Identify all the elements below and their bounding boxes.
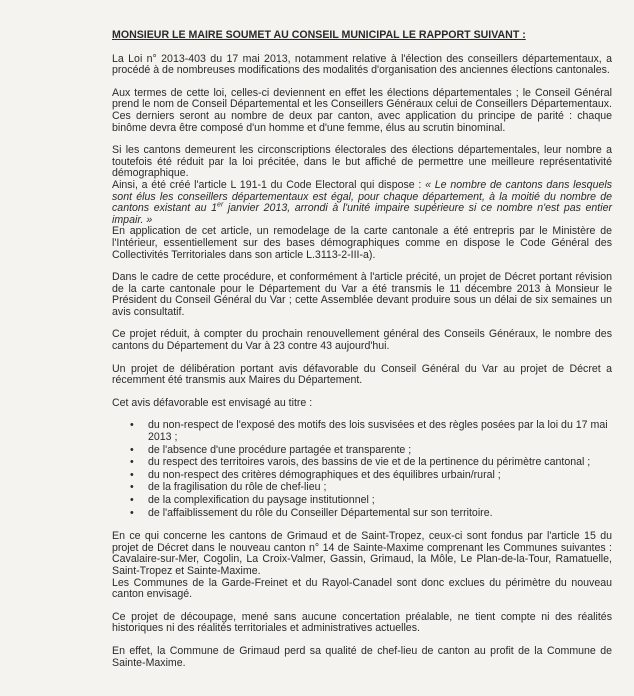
- paragraph-decoupage: Ce projet de découpage, mené sans aucune concertation préalable, ne tient compte ni des réalités historiques ni des réalités territoriales et administratives actuelles.: [112, 610, 612, 635]
- list-item: • de l'affaiblissement du rôle du Conseiller Départemental sur son territoire.: [130, 508, 612, 520]
- list-item: • de la fragilisation du rôle de chef-lieu ;: [130, 482, 612, 494]
- paragraph-grimaud: En ce qui concerne les cantons de Grimaud et de Saint-Tropez, ceux-ci sont fondus par l'article 15 du projet de Décret dans le nouveau canton n° 14 de Sainte-Maxime comprenant les Communes suivantes : Cavalaire-sur-Mer, Cogolin, La Croix-Valmer, Gassin, Grimaud, la Môle, Le Plan-de-la-Tour, Ramatuelle, Saint-Tropez et Sainte-Maxime.: [112, 530, 612, 577]
- list-item: • de la complexification du paysage institutionnel ;: [130, 495, 612, 507]
- list-item: • de l'absence d'une procédure partagée et transparente ;: [130, 445, 612, 457]
- report-heading: MONSIEUR LE MAIRE SOUMET AU CONSEIL MUNICIPAL LE RAPPORT SUIVANT :: [112, 29, 526, 41]
- paragraph-article: [112, 180, 612, 226]
- article-quote: « Le nombre de cantons dans lesquels sont élus les conseillers départementaux est égal, pour chaque département, à la moitié du nombre de cantons existant au 1er janvier 2013, arrondi à l'unité impaire supérieure si ce nombre n'est pas entier impair. »: [112, 178, 613, 226]
- avis-list: [112, 420, 612, 519]
- paragraph-avis: Cet avis défavorable est envisagé au titre :: [112, 396, 313, 409]
- list-item: • du non-respect de l'exposé des motifs des lois susvisées et des règles posées par la loi du 17 mai 2013 ;: [130, 420, 612, 443]
- paragraph-chef-lieu: En effet, la Commune de Grimaud perd sa qualité de chef-lieu de canton au profit de la Commune de Sainte-Maxime.: [112, 644, 612, 669]
- paragraph-cantons: Si les cantons demeurent les circonscriptions électorales des élections départementales, leur nombre a toutefois été réduit par la loi précitée, dans le but affiché de permettre une meilleure représentativité démographique.: [112, 144, 612, 180]
- paragraph-loi: La Loi n° 2013-403 du 17 mai 2013, notamment relative à l'élection des conseillers départementaux, a procédé à de nombreuses modifications des modalités d'organisation des anciennes élections cantonales.: [112, 52, 612, 77]
- paragraph-projet: Ce projet réduit, à compter du prochain renouvellement général des Conseils Généraux, le nombre des cantons du Département du Var à 23 contre 43 aujourd'hui.: [112, 328, 612, 353]
- list-item: • du non-respect des critères démographiques et des équilibres urbain/rural ;: [130, 470, 612, 482]
- paragraph-exclusion: Les Communes de la Garde-Freinet et du Rayol-Canadel sont donc exclues du périmètre du nouveau canton envisagé.: [112, 576, 612, 601]
- paragraph-application: En application de cet article, un remodelage de la carte cantonale a été entrepris par le Ministère de l'Intérieur, essentiellement sur des bases démographiques comme en dispose le Code Général des Collectivités Territoriales dans son article L.3113-2-III-a).: [112, 225, 612, 261]
- paragraph-deliberation: Un projet de délibération portant avis défavorable du Conseil Général du Var au projet de Décret a récemment été transmis aux Maires du Département.: [112, 362, 612, 387]
- list-item: • du respect des territoires varois, des bassins de vie et de la pertinence du périmètre cantonal ;: [130, 457, 612, 469]
- paragraph-procedure: Dans le cadre de cette procédure, et conformément à l'article précité, un projet de Décret portant révision de la carte cantonale pour le Département du Var a été transmis le 11 décembre 2013 à Monsieur le Président du Conseil Général du Var ; cette Assemblée devant produire sous un délai de six semaines un avis consultatif.: [112, 271, 612, 318]
- paragraph-termes: Aux termes de cette loi, celles-ci deviennent en effet les élections départementales ; le Conseil Général prend le nom de Conseil Départemental et les Conseillers Généraux celui de Conseillers Départementaux. Ces derniers seront au nombre de deux par canton, avec application du principe de parité : chaque binôme devra être composé d'un homme et d'une femme, élus au scrutin binominal.: [112, 86, 612, 134]
- article-intro: Ainsi, a été créé l'article L 191-1 du Code Electoral qui dispose :: [112, 178, 426, 191]
